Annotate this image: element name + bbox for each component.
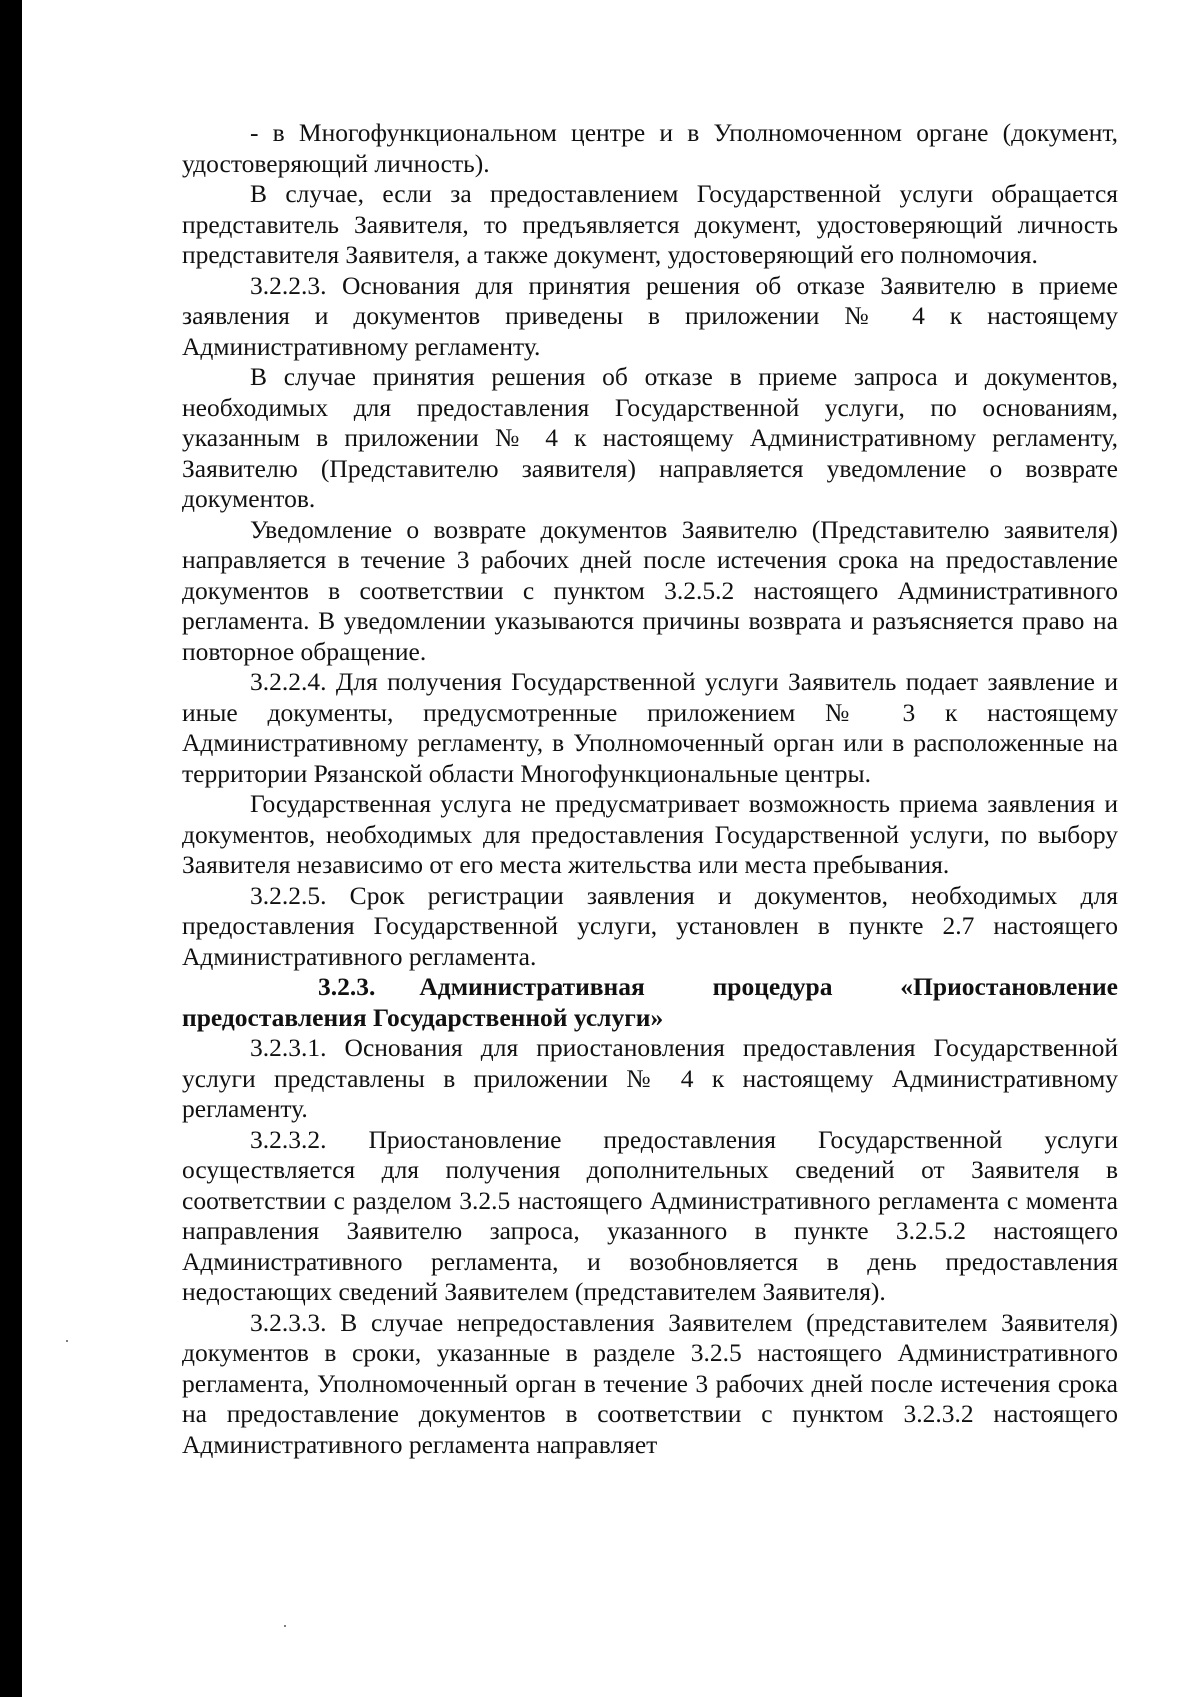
paragraph-1: - в Многофункциональном центре и в Уполномоченном органе (документ, удостоверяющий личность). xyxy=(182,118,1118,178)
paragraph-8: 3.2.2.5. Срок регистрации заявления и документов, необходимых для предоставления Государственной услуги, установлен в пункте 2.7 настоящего Административного регламента. xyxy=(182,880,1118,971)
paragraph-3: 3.2.2.3. Основания для принятия решения об отказе Заявителю в приеме заявления и документов приведены в приложении № 4 к настоящему Административному регламенту. xyxy=(182,270,1118,361)
section-heading-number: 3.2.3. xyxy=(318,972,376,1001)
paragraph-11: 3.2.3.3. В случае непредоставления Заявителем (представителем Заявителя) документов в сроки, указанные в разделе 3.2.5 настоящего Административного регламента, Уполномоченный орган в течение 3 рабочих дней после истечения срока на предоставление документов в соответствии с пунктом 3.2.3.2 настоящего Административного регламента направляет xyxy=(182,1307,1118,1459)
paragraph-5: Уведомление о возврате документов Заявителю (Представителю заявителя) направляется в течение 3 рабочих дней после истечения срока на предоставление документов в соответствии с пунктом 3.2.5.2 настоящего Административного регламента. В уведомлении указываются причины возврата и разъясняется право на повторное обращение. xyxy=(182,514,1118,666)
scan-speck xyxy=(284,1625,286,1627)
document-page xyxy=(182,118,1118,1460)
paragraph-2: В случае, если за предоставлением Государственной услуги обращается представитель Заявителя, то предъявляется документ, удостоверяющий личность представителя Заявителя, а также документ, удостоверяющий его полномочия. xyxy=(182,179,1118,269)
scan-speck xyxy=(66,1340,68,1342)
paragraph-7: Государственная услуга не предусматривает возможность приема заявления и документов, необходимых для предоставления Государственной услуги, по выбору Заявителя независимо от его места жительства или места пребывания. xyxy=(182,789,1118,879)
paragraph-4: В случае принятия решения об отказе в приеме запроса и документов, необходимых для предоставления Государственной услуги, по основаниям, указанным в приложении № 4 к настоящему Административному регламенту, Заявителю (Представителю заявителя) направляется уведомление о возврате документов. xyxy=(182,362,1118,513)
paragraph-9: 3.2.3.1. Основания для приостановления предоставления Государственной услуги представлены в приложении № 4 к настоящему Административному регламенту. xyxy=(182,1033,1118,1123)
section-heading-text: Административная процедура «Приостановление предоставления Государственной услуги» xyxy=(182,972,1118,1032)
paragraph-10: 3.2.3.2. Приостановление предоставления Государственной услуги осуществляется для получения дополнительных сведений от Заявителя в соответствии с разделом 3.2.5 настоящего Административного регламента с момента направления Заявителю запроса, указанного в пункте 3.2.5.2 настоящего Административного регламента, и возобновляется в день предоставления недостающих сведений Заявителем (представителем Заявителя). xyxy=(182,1124,1118,1306)
scan-edge xyxy=(0,0,22,1697)
section-heading xyxy=(182,972,1118,1033)
paragraph-6: 3.2.2.4. Для получения Государственной услуги Заявитель подает заявление и иные документы, предусмотренные приложением № 3 к настоящему Административному регламенту, в Уполномоченный орган или в расположенные на территории Рязанской области Многофункциональные центры. xyxy=(182,667,1118,788)
